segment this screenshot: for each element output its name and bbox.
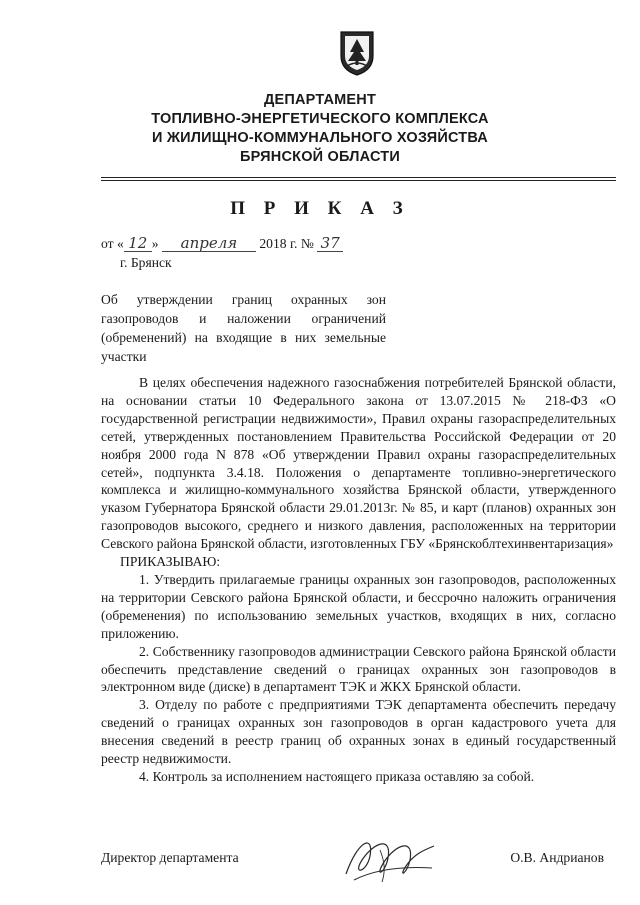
order-word: ПРИКАЗЫВАЮ: bbox=[120, 554, 221, 570]
number-sign: № bbox=[300, 236, 314, 251]
department-title-line-2: ТОПЛИВНО-ЭНЕРГЕТИЧЕСКОГО КОМПЛЕКСА bbox=[151, 111, 489, 127]
date-month: апреля bbox=[162, 236, 256, 252]
department-title-line-3: И ЖИЛИЩНО-КОММУНАЛЬНОГО ХОЗЯЙСТВА bbox=[152, 130, 488, 146]
order-item-1: 1. Утвердить прилагаемые границы охранных зон газопроводов, расположенных на территории Севского района Брянской области, и бессрочно наложить ограничения (обременения) по использованию земельных участков, входящих в них, согласно приложению. bbox=[101, 571, 616, 641]
department-title-line-1: ДЕПАРТАМЕНТ bbox=[263, 92, 377, 108]
body-intro: В целях обеспечения надежного газоснабжения потребителей Брянской области, на основании статьи 10 Федерального закона от 13.07.2015 № 218-ФЗ «О государственной регистрации недвижимости», Правил охраны газораспределительных сетей, утвержденных постановлением Правительства Российской Федерации от 20 ноября 2000 года N 878 «Об утверждении Правил охраны газораспределительных сетей», подпункта 3.4.18. Положения о департаменте топливно-энергетического комплекса и жилищно-коммунального хозяйства Брянской области, утвержденного указом Губернатора Брянской области 29.01.2013г. № 85, и карт (планов) охранных зон газопроводов высокого, среднего и низкого давления, расположенных на территории Севского района Брянской области, изготовленных ГБУ «Брянскоблтехинвентаризация» bbox=[101, 375, 616, 552]
document-title: П Р И К А З bbox=[230, 198, 410, 219]
date-prefix: от « bbox=[101, 236, 124, 251]
order-item-2: 2. Собственнику газопроводов администрации Севского района Брянской области обеспечить представление сведений о границах охранных зон газопроводов в электронном виде (диске) в департамент ТЭК и ЖКХ Брянской области. bbox=[101, 643, 616, 695]
date-year: 2018 г. bbox=[259, 236, 298, 251]
handwritten-signature bbox=[340, 830, 440, 886]
header-divider bbox=[101, 180, 616, 181]
signer-title: Директор департамента bbox=[101, 850, 239, 865]
date-line bbox=[101, 236, 343, 252]
city: г. Брянск bbox=[120, 255, 172, 270]
order-number: 37 bbox=[317, 236, 343, 252]
signer-name: О.В. Андрианов bbox=[510, 850, 604, 865]
date-day: 12 bbox=[124, 236, 152, 252]
date-quote-close: » bbox=[151, 236, 159, 251]
coat-of-arms-icon bbox=[339, 30, 375, 76]
header-divider bbox=[101, 177, 616, 178]
order-subject: Об утверждении границ охранных зон газопроводов и наложении ограничений (обременений) на входящие в них земельные участки bbox=[101, 292, 386, 364]
order-item-3: 3. Отделу по работе с предприятиями ТЭК департамента обеспечить передачу сведений о границах охранных зон газопроводов в орган кадастрового учета для внесения сведений в реестр границ об охранных зонах в единый государственный реестр недвижимости. bbox=[101, 697, 616, 767]
department-title-line-4: БРЯНСКОЙ ОБЛАСТИ bbox=[240, 149, 400, 165]
order-body bbox=[101, 374, 616, 786]
order-item-4: 4. Контроль за исполнением настоящего приказа оставляю за собой. bbox=[139, 768, 535, 784]
